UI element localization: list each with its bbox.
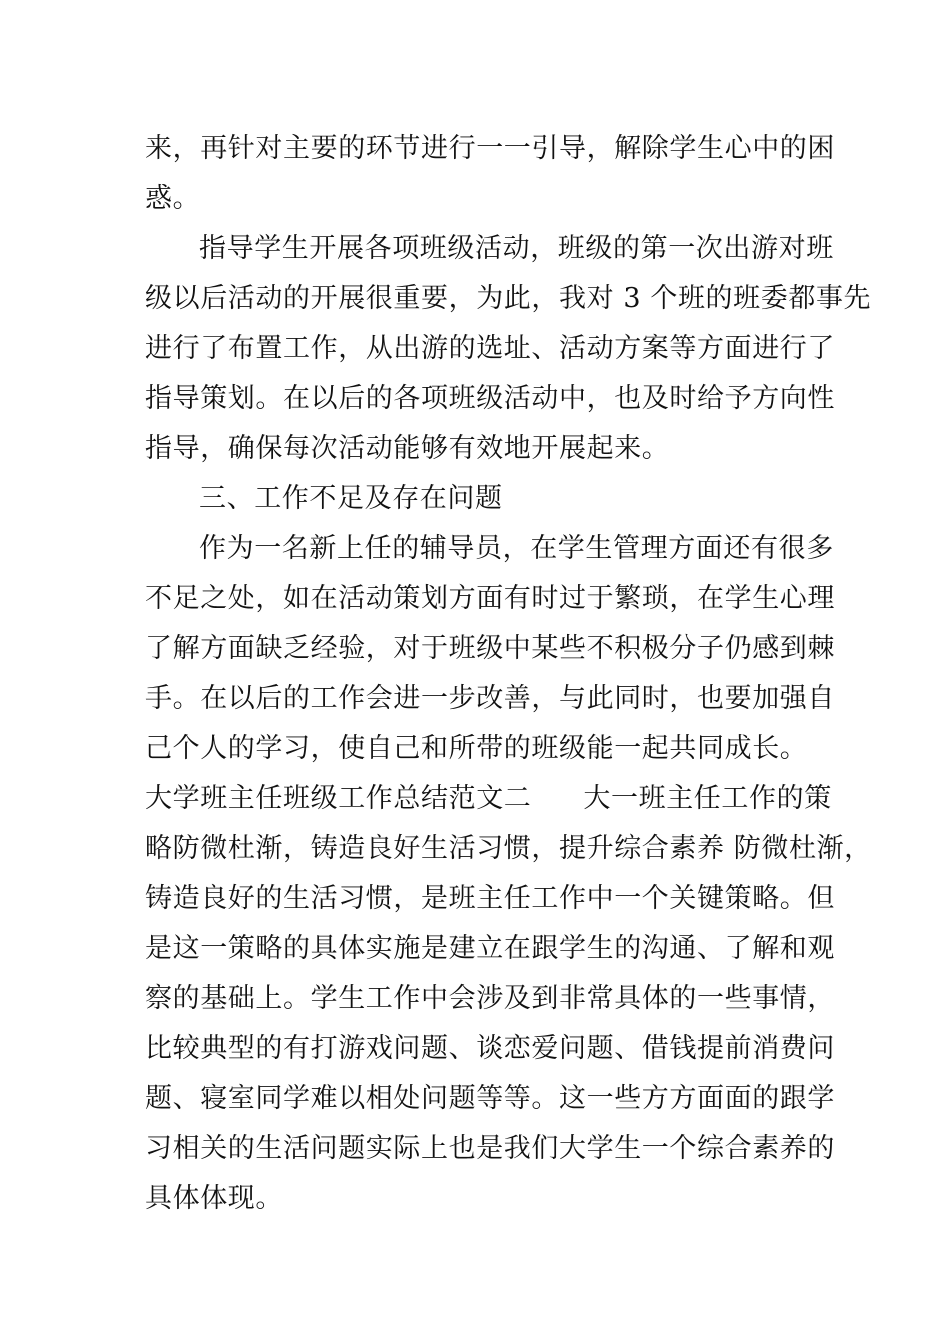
text-line: 习相关的生活问题实际上也是我们大学生一个综合素养的: [145, 1133, 835, 1164]
article-title-line: [145, 783, 832, 815]
text-line: 指导，确保每次活动能够有效地开展起来。: [145, 433, 670, 464]
text-line: 不足之处，如在活动策划方面有时过于繁琐，在学生心理: [145, 583, 835, 614]
text-line: 是这一策略的具体实施是建立在跟学生的沟通、了解和观: [145, 933, 835, 964]
text-line: 察的基础上。学生工作中会涉及到非常具体的一些事情，: [145, 983, 835, 1014]
text-line: 了解方面缺乏经验，对于班级中某些不积极分子仍感到棘: [145, 633, 835, 664]
text-line: 级以后活动的开展很重要，为此，我对 3 个班的班委都事先: [145, 283, 872, 314]
text-line: 手。在以后的工作会进一步改善，与此同时，也要加强自: [145, 683, 835, 714]
text-line: 题、寝室同学难以相处问题等等。这一些方方面面的跟学: [145, 1083, 835, 1114]
paragraph-start-line: 指导学生开展各项班级活动，班级的第一次出游对班: [199, 233, 834, 264]
text-line: 比较典型的有打游戏问题、谈恋爱问题、借钱提前消费问: [145, 1033, 835, 1064]
text-line: 具体体现。: [145, 1183, 283, 1214]
text-line: 来，再针对主要的环节进行一一引导，解除学生心中的困: [145, 133, 835, 164]
section-heading: 三、工作不足及存在问题: [199, 483, 503, 514]
text-line: 惑。: [145, 183, 201, 214]
article-title: 大学班主任班级工作总结范文二: [145, 783, 532, 814]
text-line-continuation: 大一班主任工作的策: [583, 783, 832, 814]
text-line: 指导策划。在以后的各项班级活动中，也及时给予方向性: [145, 383, 835, 414]
text-line: 略防微杜渐，铸造良好生活习惯，提升综合素养 防微杜渐，: [145, 833, 872, 864]
text-line: 己个人的学习，使自己和所带的班级能一起共同成长。: [145, 733, 808, 764]
paragraph-start-line: 作为一名新上任的辅导员，在学生管理方面还有很多: [199, 533, 834, 564]
text-line: 进行了布置工作，从出游的选址、活动方案等方面进行了: [145, 333, 835, 364]
text-line: 铸造良好的生活习惯，是班主任工作中一个关键策略。但: [145, 883, 835, 914]
